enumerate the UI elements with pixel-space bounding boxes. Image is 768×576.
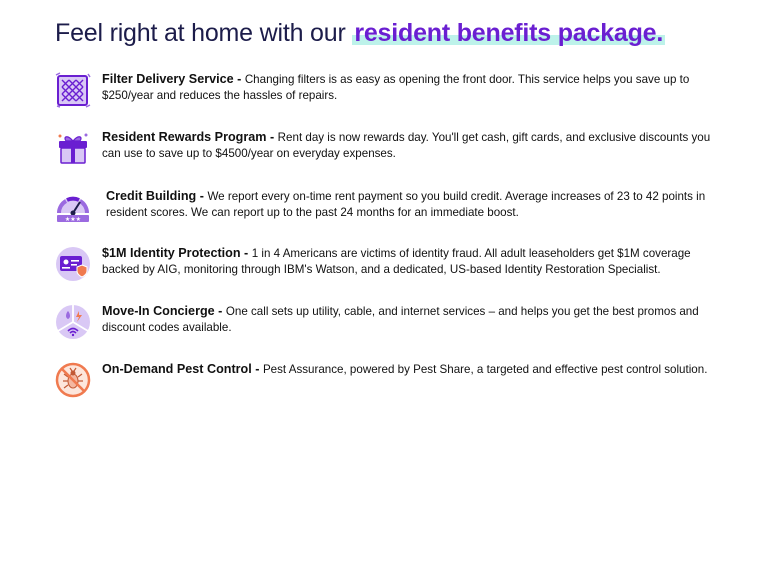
gift-icon [55, 130, 91, 166]
benefit-title: $1M Identity Protection - [102, 246, 252, 260]
id-card-shield-icon [55, 246, 91, 282]
benefit-text [102, 246, 725, 277]
page-headline [55, 16, 665, 50]
benefit-title: On-Demand Pest Control - [102, 362, 263, 376]
benefit-description: We report every on-time rent payment so you build credit. Average increases of 23 to 42 points in resident scores. We can report up to the past 24 months for an immediate boost. [106, 190, 706, 219]
benefit-text [102, 72, 725, 103]
benefit-title: Move-In Concierge - [102, 304, 226, 318]
headline-lead: Feel right at home with our [55, 19, 353, 47]
benefit-text [102, 304, 725, 335]
headline-highlight: resident benefits package. [354, 19, 664, 47]
benefit-text [106, 189, 725, 220]
utilities-icon [55, 304, 91, 340]
benefit-text [102, 130, 725, 161]
no-bugs-icon [55, 362, 91, 398]
benefit-title: Filter Delivery Service - [102, 72, 245, 86]
benefit-description: Rent day is now rewards day. You'll get cash, gift cards, and exclusive discounts you can use to save up to $4500/year on everyday expenses. [102, 131, 711, 160]
benefit-description: 1 in 4 Americans are victims of identity fraud. All adult leaseholders get $1M coverage backed by AIG, monitoring through IBM's Watson, and a dedicated, US-based Identity Restoration Specialist. [102, 247, 691, 276]
benefit-title: Resident Rewards Program - [102, 130, 278, 144]
benefit-description: Changing filters is as easy as opening the front door. This service helps you save up to $250/year and reduces the hassles of repairs. [102, 73, 690, 102]
benefit-description: One call sets up utility, cable, and internet services – and helps you get the best promos and discount codes available. [102, 305, 699, 334]
svg-text:★★★: ★★★ [64, 216, 82, 223]
benefit-title: Credit Building - [106, 189, 208, 203]
credit-gauge-icon [55, 189, 91, 225]
benefit-text [102, 362, 725, 378]
benefit-description: Pest Assurance, powered by Pest Share, a targeted and effective pest control solution. [262, 363, 708, 376]
air-filter-icon [55, 72, 91, 108]
